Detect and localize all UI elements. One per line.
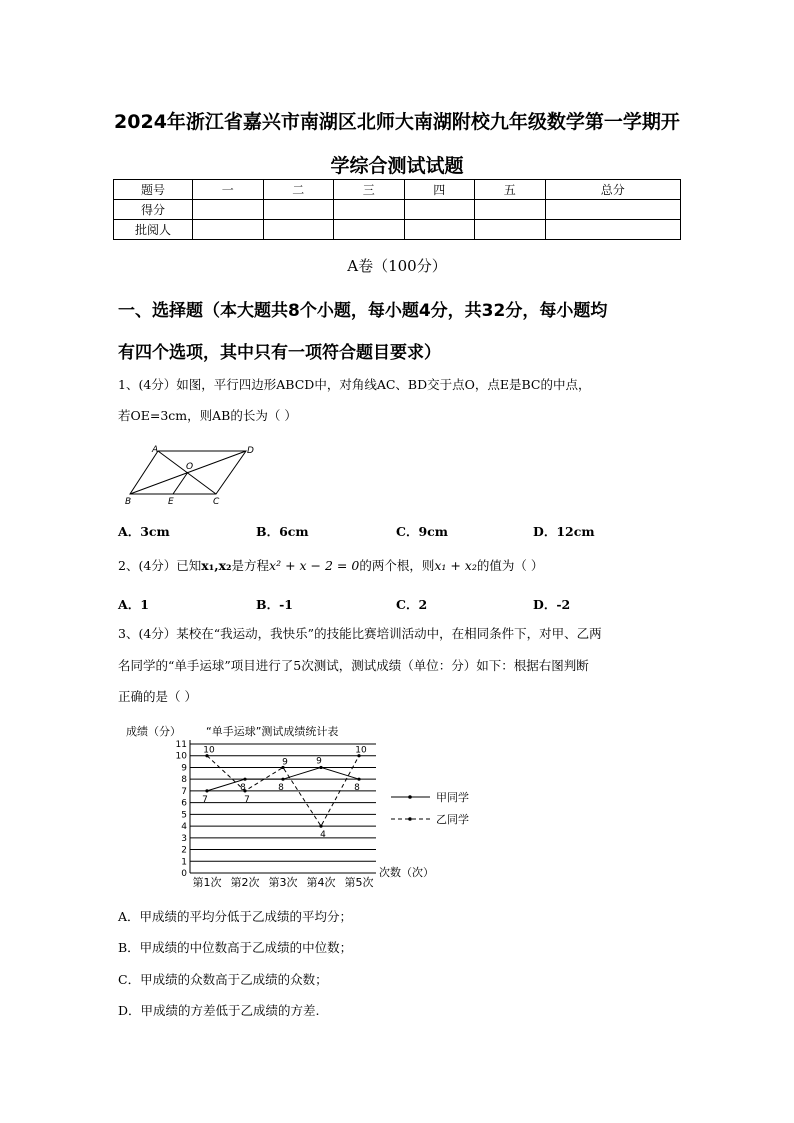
q2-mid: 是方程 [231,558,270,573]
table-cell [545,220,681,240]
section-a-heading: A卷（100分） [347,257,447,275]
label-b: B [125,497,132,507]
chart-xlabel: 次数（次） [379,866,434,879]
label-c: C [213,497,220,507]
score-table-header-row [114,180,681,200]
y-tick-label: 0 [181,869,187,879]
score-table-row [114,200,681,220]
label-o: O [186,462,194,472]
q3-text-line1: 3、(4分）某校在“我运动，我快乐”的技能比赛培训活动中，在相同条件下，对甲、乙两 [118,626,602,641]
table-cell [475,200,546,220]
q1-option-d: D．12cm [533,524,595,539]
data-label: 10 [355,745,367,756]
legend-label: 甲同学 [436,791,469,804]
q2-prefix: 2、(4分）已知 [118,558,202,573]
table-cell [545,200,681,220]
score-line-chart [118,715,498,895]
q1-text-line2: 若OE=3cm，则AB的长为（ ） [118,408,297,423]
chart-title: “单手运球”测试成绩统计表 [206,725,339,738]
y-tick-label: 4 [181,822,187,833]
y-tick-label: 1 [181,857,187,868]
data-point [357,778,360,781]
table-cell: 得分 [114,200,193,220]
q1-option-b: B．6cm [256,524,309,539]
q2-suffix2: 的值为（ ） [476,558,544,573]
y-tick-label: 5 [181,810,187,821]
q1-option-c: C．9cm [396,524,448,539]
table-cell: 总分 [545,180,681,200]
x-tick-label: 第4次 [306,876,336,889]
q2-option-b: B．-1 [256,597,293,612]
x-tick-label: 第5次 [344,876,374,889]
label-e: E [168,497,174,507]
y-tick-label: 3 [181,833,187,844]
q2-option-c: C．2 [396,597,428,612]
table-cell [404,220,475,240]
label-a: A [152,445,159,455]
score-table-row [114,220,681,240]
table-cell [475,220,546,240]
q3-option-c: C．甲成绩的众数高于乙成绩的众数； [118,972,328,987]
table-cell [193,200,264,220]
doc-title-line2: 学综合测试试题 [330,155,464,177]
q3-text-line2: 名同学的“单手运球”项目进行了5次测试，测试成绩（单位：分）如下：根据右图判断 [118,658,589,673]
section1-heading-line2: 有四个选项，其中只有一项符合题目要求） [118,343,441,363]
table-cell: 题号 [114,180,193,200]
section1-heading-line1: 一、选择题（本大题共8个小题，每小题4分，共32分，每小题均 [118,301,608,321]
q2-expression: x₁ + x₂ [434,558,477,573]
data-label: 8 [240,783,246,794]
x-tick-label: 第1次 [192,876,222,889]
x-tick-label: 第3次 [268,876,298,889]
parallelogram-figure [122,442,262,508]
q2-suffix1: 的两个根，则 [359,558,435,573]
y-tick-label: 11 [175,740,187,750]
data-point [205,789,208,792]
table-cell: 三 [334,180,405,200]
y-tick-label: 9 [181,763,187,774]
data-point [243,778,246,781]
data-label: 9 [316,756,322,767]
q1-option-a: A．3cm [118,524,170,539]
table-cell: 四 [404,180,475,200]
chart-ylabel: 成绩（分） [126,725,181,738]
table-cell [404,200,475,220]
data-label: 10 [203,745,215,756]
y-tick-label: 10 [175,751,187,762]
q1-text-line1: 1、(4分）如图，平行四边形ABCD中，对角线AC、BD交于点O，点E是BC的中点， [118,377,591,392]
y-tick-label: 6 [181,798,187,809]
data-label: 7 [244,794,250,805]
table-cell: 一 [193,180,264,200]
table-cell: 五 [475,180,546,200]
q2-text [118,551,688,581]
table-cell [193,220,264,240]
y-tick-label: 7 [181,786,187,797]
table-cell: 批阅人 [114,220,193,240]
data-label: 8 [278,783,284,794]
table-cell [334,200,405,220]
legend-marker [408,795,412,799]
label-d: D [247,446,254,456]
y-tick-label: 8 [181,775,187,786]
legend-marker [408,817,412,821]
q2-vars: x₁,x₂ [201,558,232,573]
legend-label: 乙同学 [436,813,469,826]
table-cell: 二 [263,180,334,200]
x-tick-label: 第2次 [230,876,260,889]
score-table [113,179,681,240]
doc-title-line1: 2024年浙江省嘉兴市南湖区北师大南湖附校九年级数学第一学期开 [114,111,680,133]
data-label: 9 [282,757,288,768]
data-label: 7 [202,794,208,805]
q3-option-d: D．甲成绩的方差低于乙成绩的方差. [118,1003,320,1018]
q2-option-a: A．1 [118,597,149,612]
data-point [319,824,322,827]
q2-equation: x² + x − 2 = 0 [269,558,360,573]
q3-text-line3: 正确的是（ ） [118,689,197,704]
q3-option-b: B．甲成绩的中位数高于乙成绩的中位数； [118,940,353,955]
y-tick-label: 2 [181,845,187,856]
data-point [281,778,284,781]
data-label: 8 [354,783,360,794]
table-cell [263,220,334,240]
q3-option-a: A．甲成绩的平均分低于乙成绩的平均分； [118,909,353,924]
data-label: 4 [320,830,326,841]
q2-option-d: D．-2 [533,597,571,612]
table-cell [334,220,405,240]
table-cell [263,200,334,220]
